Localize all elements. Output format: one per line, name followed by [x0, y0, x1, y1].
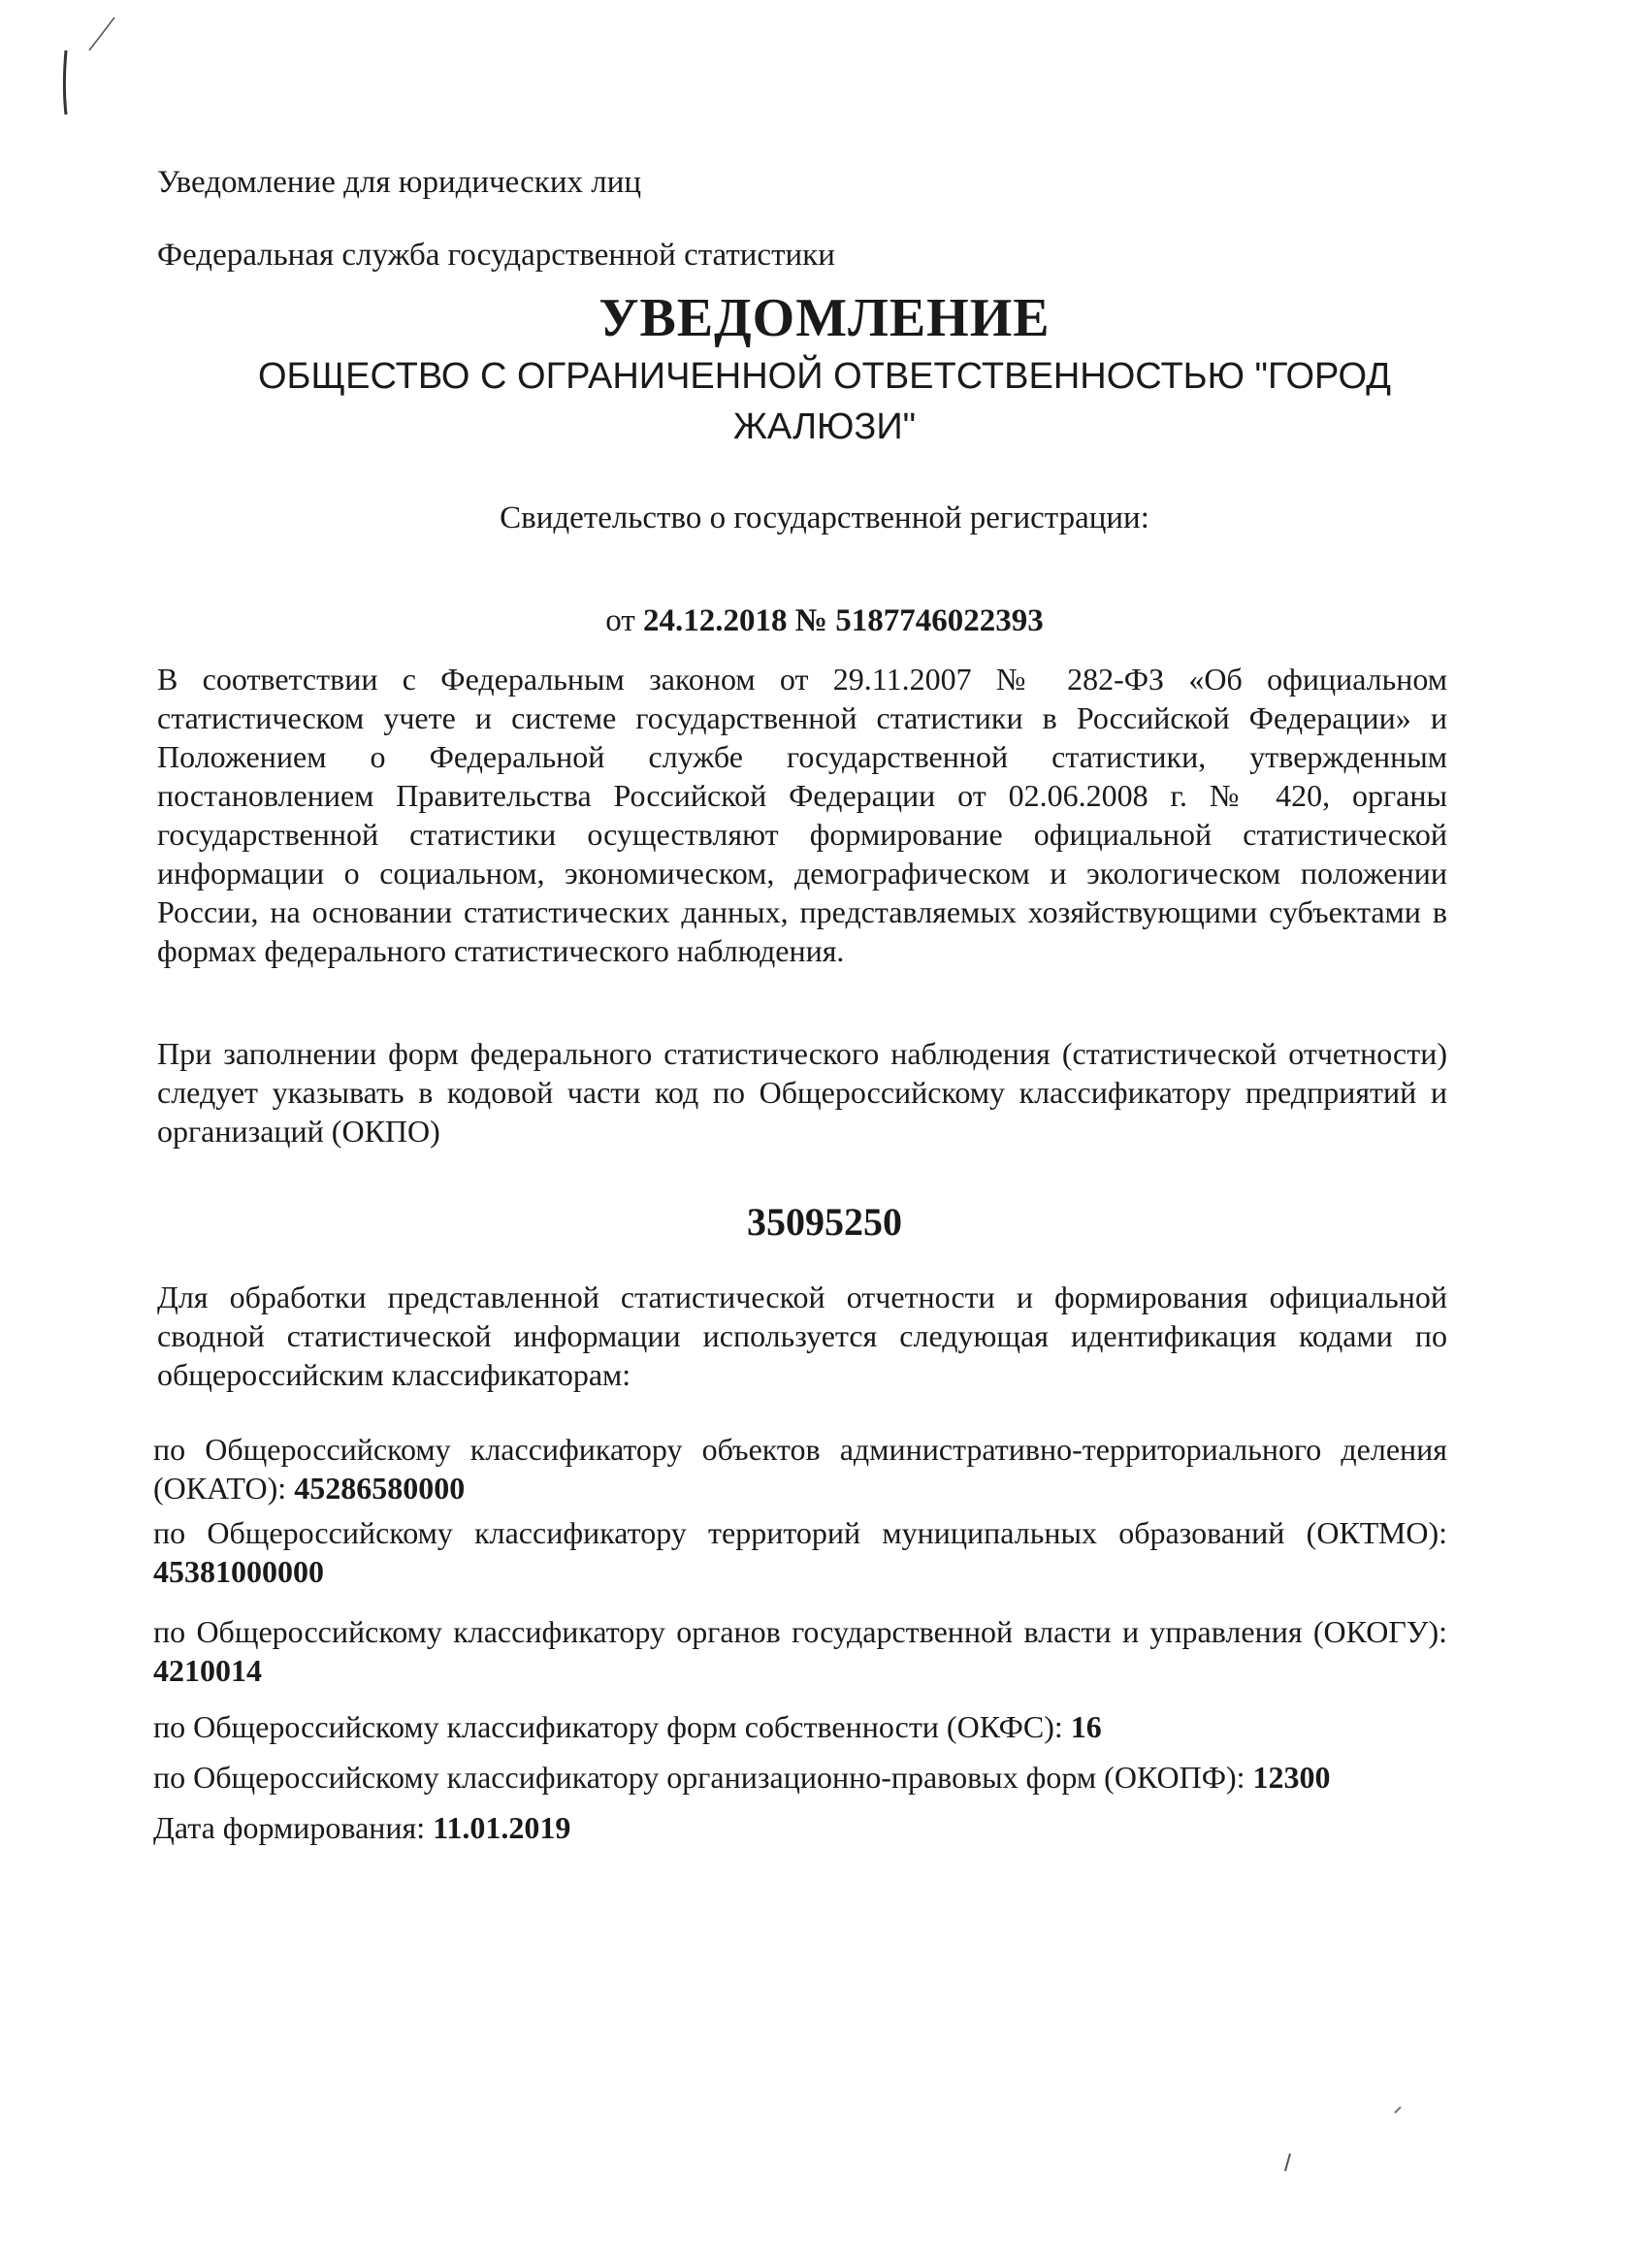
registration-date: 24.12.2018 — [643, 603, 788, 638]
classifier-code: 16 — [1070, 1709, 1102, 1744]
registration-line — [0, 601, 1649, 640]
registration-number: 5187746022393 — [835, 603, 1044, 638]
notice-for-line: Уведомление для юридических лиц — [157, 165, 642, 200]
formation-date-line — [153, 1808, 1447, 1847]
classifier-okogu — [153, 1612, 1447, 1690]
formation-date: 11.01.2019 — [433, 1810, 571, 1845]
classifier-oktmo — [153, 1513, 1447, 1591]
classifier-code: 45381000000 — [153, 1554, 324, 1589]
classifier-okopf — [153, 1758, 1447, 1797]
registration-label: Свидетельство о государственной регистрации: — [500, 501, 1149, 535]
classifier-okato — [153, 1430, 1447, 1507]
legal-basis-paragraph: В соответствии с Федеральным законом от 29.11.2007 № 282-ФЗ «Об официальном статистическом учете и системе государственной статистики в Российской Федерации» и Положением о Федеральной службе государственной статистики, утвержденным постановлением Правительства Российской Федерации от 02.06.2008 г. № 420, органы государственной статистики осуществляют формирование официальной статистической информации о социальном, экономическом, демографическом и экологическом положении России, на основании статистических данных, представляемых хозяйствующими субъектами в формах федерального статистического наблюдения. — [157, 662, 1447, 968]
classifier-code: 4210014 — [153, 1653, 262, 1688]
classifier-okfs — [153, 1707, 1447, 1746]
registration-from-prefix: от — [605, 603, 635, 638]
classifier-label: по Общероссийскому классификатору объектов административно-территориального деления (ОКАТО): — [153, 1432, 1447, 1506]
speck-mark — [1395, 2107, 1401, 2113]
okpo-code: 35095250 — [747, 1200, 902, 1244]
classifier-intro-paragraph: Для обработки представленной статистической отчетности и формирования официальной сводной статистической информации используется следующая идентификация кодами по общероссийским классификаторам: — [157, 1280, 1447, 1392]
classifier-code: 45286580000 — [294, 1471, 466, 1506]
pen-stroke-left — [65, 50, 67, 114]
okpo-instruction-paragraph: При заполнении форм федерального статистического наблюдения (статистической отчетности) следует указывать в кодовой части код по Общероссийскому классификатору предприятий и организаций (ОКПО) — [157, 1036, 1447, 1149]
classifier-label: по Общероссийскому классификатору форм собственности (ОКФС): — [153, 1709, 1063, 1744]
pen-tick-bottom — [1285, 2154, 1290, 2171]
classifier-label: по Общероссийскому классификатору территорий муниципальных образований (ОКТМО): — [153, 1515, 1447, 1550]
pen-slash-top — [89, 17, 114, 50]
classifier-label: по Общероссийскому классификатору органов государственной власти и управления (ОКОГУ): — [153, 1614, 1447, 1649]
formation-date-label: Дата формирования: — [153, 1810, 426, 1845]
registration-number-sign: № — [794, 603, 827, 638]
classifier-code: 12300 — [1252, 1760, 1331, 1795]
document-title: УВЕДОМЛЕНИЕ — [598, 288, 1051, 348]
agency-line: Федеральная служба государственной статистики — [157, 238, 835, 273]
organization-name: ОБЩЕСТВО С ОГРАНИЧЕННОЙ ОТВЕТСТВЕННОСТЬЮ "ГОРОД ЖАЛЮЗИ" — [257, 356, 1392, 447]
classifier-label: по Общероссийскому классификатору организационно-правовых форм (ОКОПФ): — [153, 1760, 1245, 1795]
